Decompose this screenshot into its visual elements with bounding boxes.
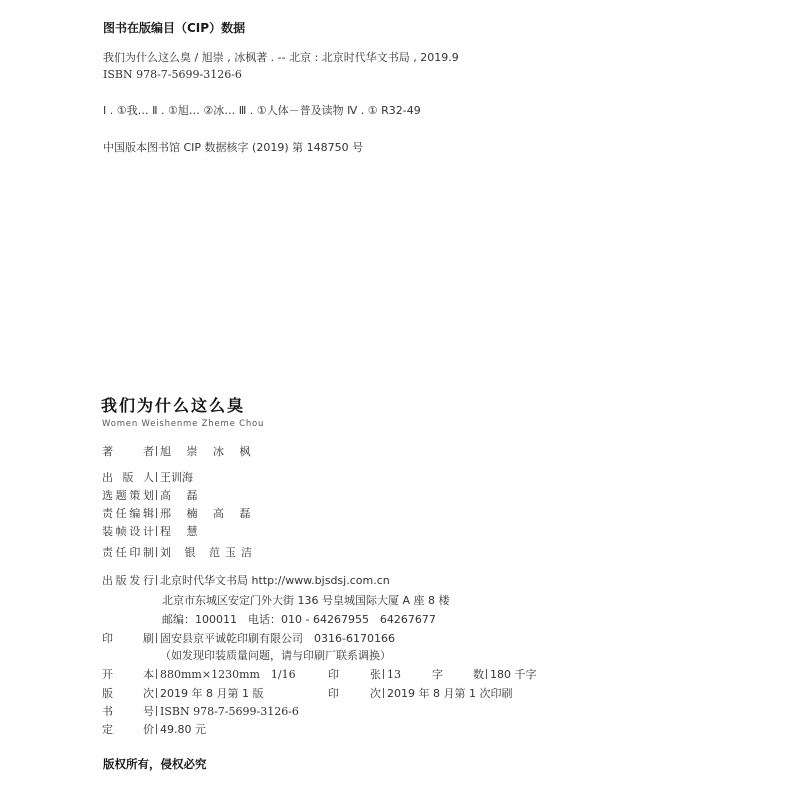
copyright-notice: 版权所有，侵权必究 [103, 757, 207, 771]
publisher-postal: 邮编：100011 电话：010 - 64267955 64267677 [162, 613, 436, 626]
publisher-row [102, 572, 390, 588]
spec-label: 印 次 [328, 687, 381, 700]
publisher-label: 出版发行 [102, 574, 154, 587]
spec-value: ISBN 978-7-5699-3126-6 [160, 705, 299, 718]
printer-note: （如发现印装质量问题，请与印刷厂联系调换） [160, 649, 391, 662]
credit-value: 王训海 [160, 471, 193, 484]
publisher-address: 北京市东城区安定门外大街 136 号皇城国际大厦 A 座 8 楼 [162, 594, 450, 607]
printer-name: 固安县京平诚乾印刷有限公司 0316-6170166 [160, 632, 395, 645]
separator [156, 526, 157, 536]
separator [156, 547, 157, 557]
separator [156, 472, 157, 482]
credit-row-publisher-person [102, 469, 193, 485]
separator [156, 490, 157, 500]
spec-value: 880mm×1230mm 1/16 [160, 668, 296, 681]
credit-label: 责任印制 [102, 546, 154, 559]
credit-row-design [102, 523, 204, 539]
credit-value: 刘 银 范玉洁 [160, 546, 257, 559]
separator [486, 669, 487, 679]
credit-value: 邢 楠 高 磊 [160, 507, 257, 520]
cip-isbn-line: ISBN 978-7-5699-3126-6 [103, 68, 242, 81]
spec-row-edition [102, 685, 512, 701]
publisher-name: 北京时代华文书局 http://www.bjsdsj.com.cn [160, 574, 390, 587]
separator [383, 669, 384, 679]
credit-row-editor [102, 505, 257, 521]
credit-label: 选题策划 [102, 489, 154, 502]
book-title: 我们为什么这么臭 [101, 396, 246, 415]
separator [156, 688, 157, 698]
spec-value: 49.80 元 [160, 723, 206, 736]
credit-row-printing-manager [102, 544, 257, 560]
credit-label: 责任编辑 [102, 507, 154, 520]
separator [156, 633, 157, 643]
separator [156, 669, 157, 679]
credit-label: 出 版 人 [102, 471, 154, 484]
separator [156, 446, 157, 456]
spec-row-price [102, 721, 206, 737]
printer-row [102, 630, 395, 646]
separator [383, 688, 384, 698]
spec-value: 2019 年 8 月第 1 版 [160, 687, 264, 700]
credit-label: 装帧设计 [102, 525, 154, 538]
spec-row-format [102, 666, 537, 682]
spec-label: 字 数 [432, 668, 484, 681]
credit-row-planning [102, 487, 204, 503]
cip-classification-line: Ⅰ . ①我… Ⅱ . ①旭… ②冰… Ⅲ . ①人体－普及读物 Ⅳ . ① R32-49 [103, 104, 421, 117]
spec-label: 印 张 [328, 668, 381, 681]
separator [156, 724, 157, 734]
spec-label: 书 号 [102, 705, 154, 718]
book-subtitle: Women Weishenme Zheme Chou [102, 419, 265, 429]
spec-row-isbn [102, 703, 299, 719]
spec-value: 13 [387, 668, 401, 681]
separator [156, 575, 157, 585]
spec-value: 2019 年 8 月第 1 次印刷 [387, 687, 513, 700]
spec-label: 开 本 [102, 668, 154, 681]
cip-heading: 图书在版编目（CIP）数据 [103, 21, 246, 35]
spec-value: 180 千字 [490, 668, 537, 681]
cip-title-line: 我们为什么这么臭 / 旭崇 , 冰枫著 . -- 北京 : 北京时代华文书局 , 2019.9 [103, 51, 459, 64]
printer-label: 印 刷 [102, 632, 154, 645]
credit-row-author [102, 443, 257, 459]
credit-value: 程 慧 [160, 525, 204, 538]
credit-value: 高 磊 [160, 489, 204, 502]
separator [156, 508, 157, 518]
spec-label: 定 价 [102, 723, 154, 736]
separator [156, 706, 157, 716]
spec-label: 版 次 [102, 687, 154, 700]
credit-value: 旭 崇 冰 枫 [160, 445, 257, 458]
credit-label: 著 者 [102, 445, 154, 458]
cip-number-line: 中国版本图书馆 CIP 数据核字 (2019) 第 148750 号 [103, 141, 364, 154]
